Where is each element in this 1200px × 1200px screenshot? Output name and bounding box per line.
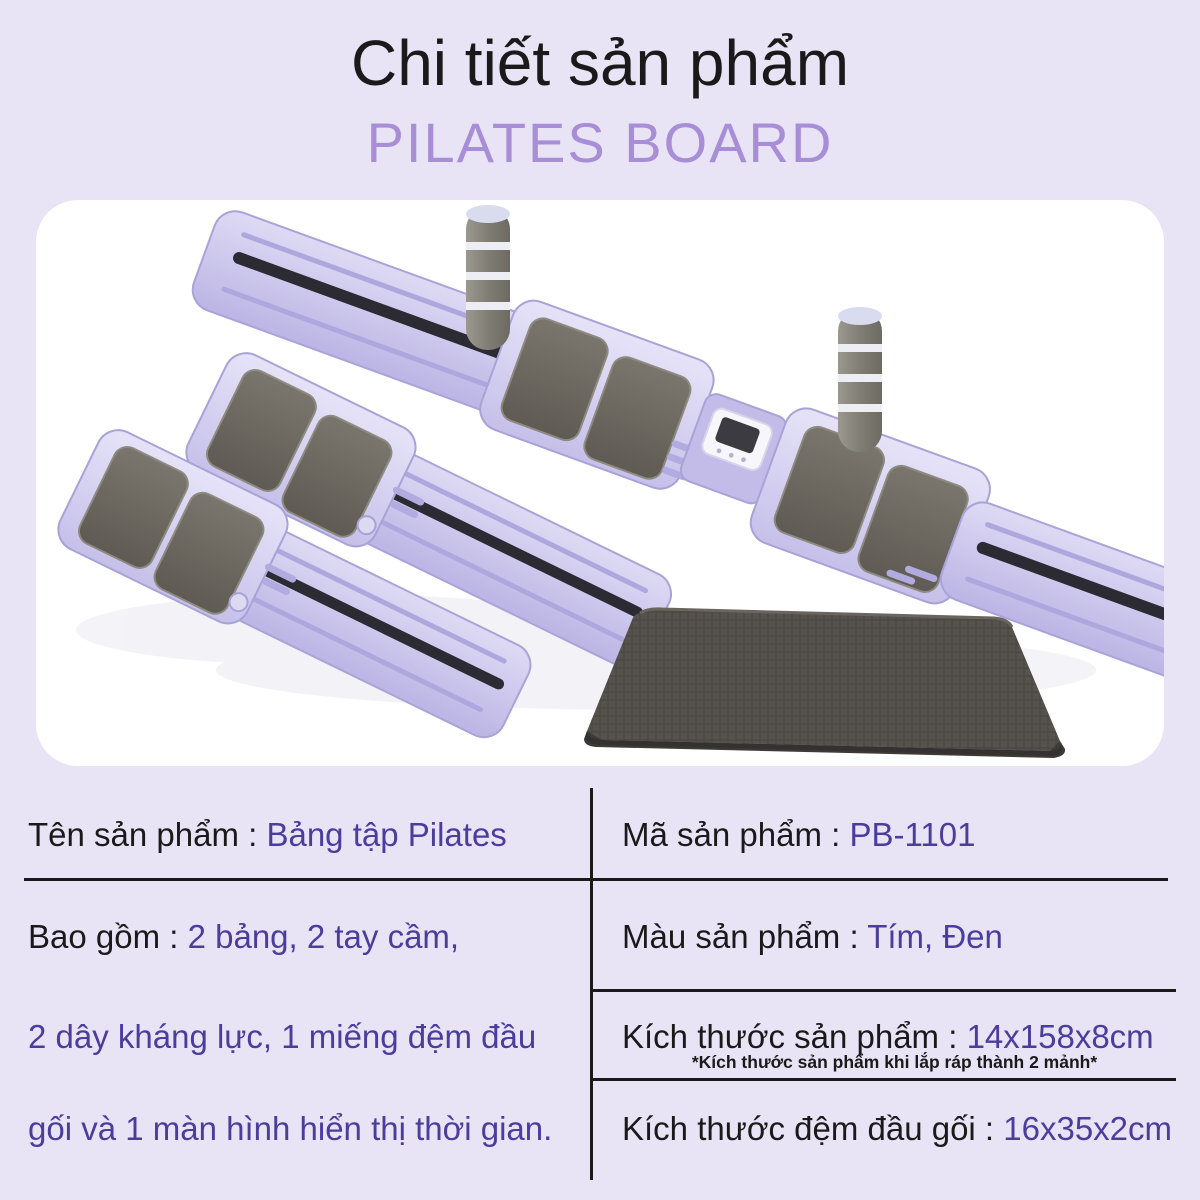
page-title: Chi tiết sản phẩm: [350, 27, 850, 99]
spec-product-size-value: 14x158x8cm: [966, 1018, 1154, 1055]
foam-handle-left: [466, 205, 510, 350]
spec-kneepad-size-value: 16x35x2cm: [1003, 1110, 1173, 1147]
page-subtitle: PILATES BOARD: [366, 111, 834, 174]
spec-product-color-value: Tím, Đen: [867, 918, 1003, 955]
spec-product-color: [622, 918, 1003, 956]
spec-kneepad-size-label: Kích thước đệm đầu gối :: [622, 1110, 1004, 1147]
divider-row2-right: [593, 989, 1176, 992]
spec-product-color-label: Màu sản phẩm :: [622, 918, 868, 955]
divider-vertical: [590, 788, 593, 1180]
spec-product-size-label: Kích thước sản phẩm :: [622, 1018, 967, 1055]
spec-includes-value: 2 bảng, 2 tay cầm,: [187, 918, 460, 955]
spec-includes: [28, 918, 459, 956]
spec-kneepad-size: [622, 1110, 1172, 1148]
spec-product-code-value: PB-1101: [849, 816, 976, 853]
knee-pad: [584, 609, 1065, 758]
product-image-card: [36, 200, 1164, 766]
spec-product-code: [622, 816, 975, 854]
spec-includes-label: Bao gồm :: [28, 918, 188, 955]
foam-handle-right: [838, 307, 882, 452]
spec-product-size-note: *Kích thước sản phẩm khi lắp ráp thành 2 mảnh*: [691, 1052, 1098, 1072]
product-image: [36, 200, 1164, 766]
spec-includes-line2: 2 dây kháng lực, 1 miếng đệm đầu: [28, 1018, 537, 1055]
divider-row3-right: [593, 1078, 1176, 1081]
spec-product-size: [622, 1018, 1154, 1056]
divider-row1: [24, 878, 1168, 881]
spec-product-code-label: Mã sản phẩm :: [622, 816, 850, 853]
spec-product-name: [28, 816, 507, 854]
spec-product-name-value: Bảng tập Pilates: [266, 816, 507, 853]
spec-includes-line3: gối và 1 màn hình hiển thị thời gian.: [28, 1110, 553, 1147]
spec-product-name-label: Tên sản phẩm :: [28, 816, 267, 853]
